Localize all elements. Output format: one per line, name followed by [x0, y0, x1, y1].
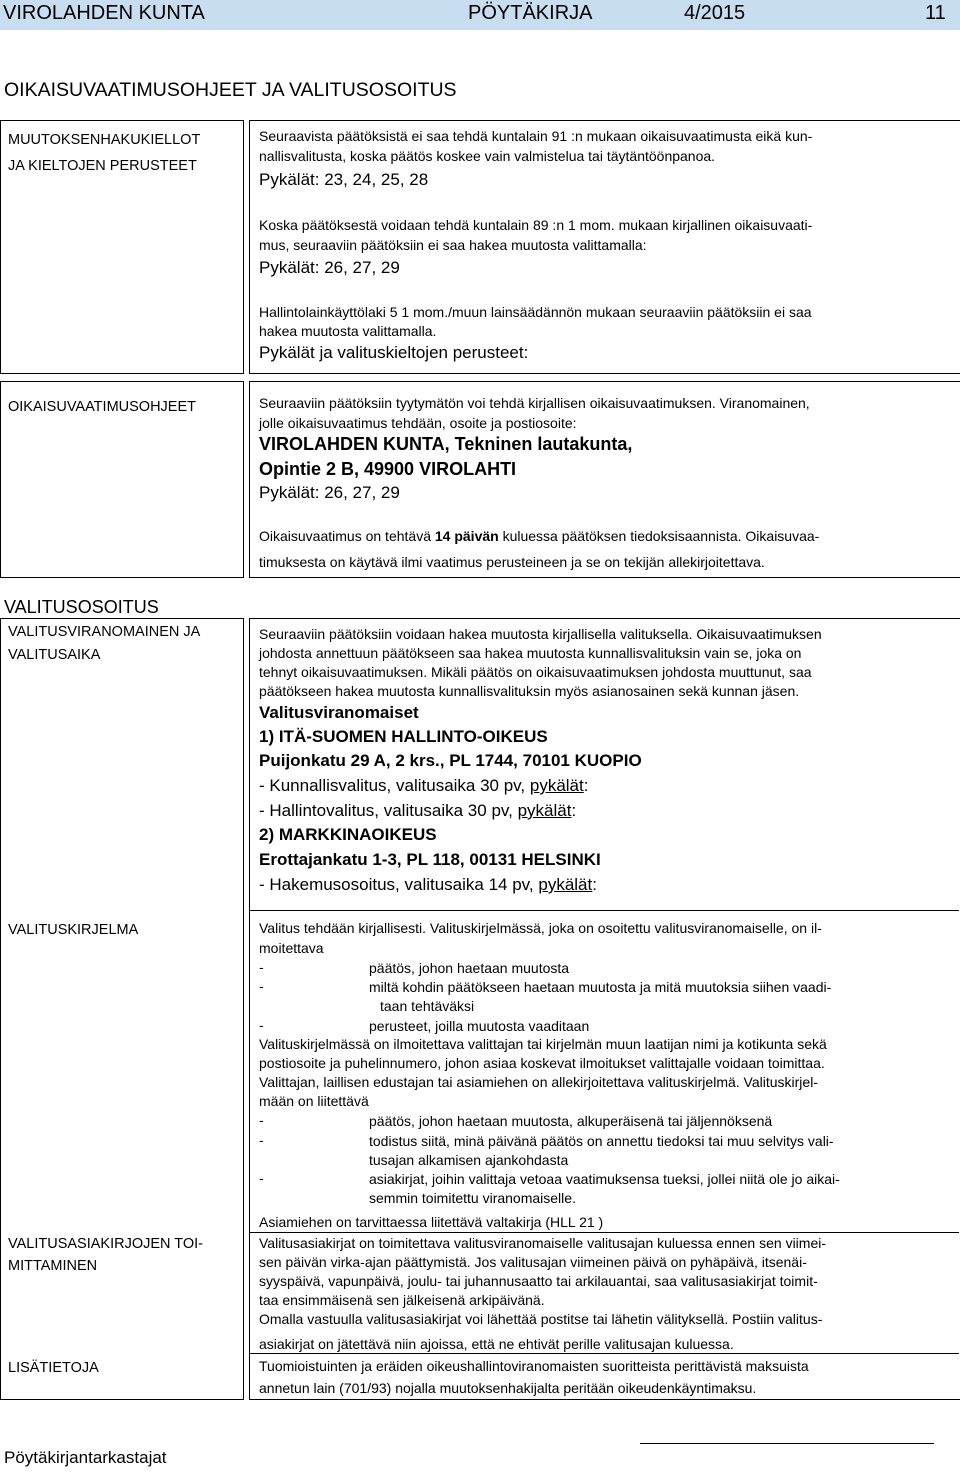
valitus-line: - Hallintovalitus, valitusaika 30 pv, pykälät:	[259, 801, 577, 820]
valitus-line: - Hakemusosoitus, valitusaika 14 pv, pykälät:	[259, 875, 597, 894]
list-dash: -	[259, 1112, 264, 1128]
paragraph-line: mään on liitettävä	[259, 1093, 369, 1109]
bold-line: Valitusviranomaiset	[259, 703, 419, 722]
paragraph-line: Seuraavista päätöksistä ei saa tehdä kuntalain 91 :n mukaan oikaisuvaatimusta eikä kun-	[259, 128, 813, 144]
page-title: OIKAISUVAATIMUSOHJEET JA VALITUSOSOITUS	[4, 79, 457, 101]
list-item: perusteet, joilla muutosta vaaditaan	[369, 1018, 590, 1034]
pykalat-line: Pykälät: 26, 27, 29	[259, 483, 400, 502]
divider	[249, 910, 959, 911]
org-name: VIROLAHDEN KUNTA	[3, 2, 205, 24]
pykalat-line: Pykälät: 26, 27, 29	[259, 258, 400, 277]
paragraph-line: tehnyt oikaisuvaatimuksen. Mikäli päätös on oikaisuvaatimuksen johdosta muuttunut, saa	[259, 664, 812, 680]
paragraph-line: johdosta annettuun päätökseen saa hakea muutosta kunnallisvalituksin vain se, joka on	[259, 645, 802, 661]
paragraph-line: timuksesta on käytävä ilmi vaatimus perusteineen ja se on tekijän allekirjoitettava.	[259, 554, 765, 570]
pykalat-line: Pykälät ja valituskieltojen perusteet:	[259, 343, 529, 362]
paragraph-line: päätökseen hakea muutosta kunnallisvalituksin myös asianosainen sekä kunnan jäsen.	[259, 683, 800, 699]
paragraph-line: annetun lain (701/93) nojalla muutoksenhakijalta peritään oikeudenkäyntimaksu.	[259, 1380, 757, 1396]
paragraph-line: Valittajan, laillisen edustajan tai asiamiehen on allekirjoitettava valituskirjelmä. Valituskirjel-	[259, 1074, 818, 1090]
section-label: VALITUSASIAKIRJOJEN TOI-	[8, 1236, 203, 1252]
paragraph-line: taa ensimmäisenä sen jälkeisenä arkipäivänä.	[259, 1292, 545, 1308]
section-label: MITTAMINEN	[8, 1258, 98, 1274]
paragraph-line: Valituskirjelmässä on ilmoitettava valittajan tai kirjelmän muun laatijan nimi ja kotikunta sekä	[259, 1036, 827, 1052]
list-item: miltä kohdin päätökseen haetaan muutosta ja mitä muutoksia siihen vaadi-	[369, 979, 832, 995]
doc-number: 4/2015	[684, 2, 746, 24]
paragraph-line: Omalla vastuulla valitusasiakirjat voi lähettää postitse tai lähetin välityksellä. Postiin valitus-	[259, 1311, 823, 1327]
bold-line: Puijonkatu 29 A, 2 krs., PL 1744, 70101 KUOPIO	[259, 751, 642, 770]
paragraph-line: Oikaisuvaatimus on tehtävä 14 päivän kuluessa päätöksen tiedoksisaannista. Oikaisuvaa-	[259, 528, 820, 544]
page-number: 11	[925, 2, 946, 24]
paragraph-line: Hallintolainkäyttölaki 5 1 mom./muun lainsäädännön mukaan seuraaviin päätöksiin ei saa	[259, 304, 812, 320]
paragraph-line: mus, seuraaviin päätöksiin ei saa hakea muutosta valittamalla:	[259, 237, 647, 253]
list-dash: -	[259, 959, 264, 975]
list-dash: -	[259, 1017, 264, 1033]
section-label: VALITUSAIKA	[8, 647, 101, 663]
bold-line: 1) ITÄ-SUOMEN HALLINTO-OIKEUS	[259, 727, 548, 746]
address-line: Opintie 2 B, 49900 VIROLAHTI	[259, 459, 517, 479]
list-item: tusajan alkamisen ajankohdasta	[369, 1152, 569, 1168]
doc-type: PÖYTÄKIRJA	[468, 2, 593, 24]
paragraph-line: jolle oikaisuvaatimus tehdään, osoite ja postiosoite:	[259, 415, 577, 431]
paragraph-line: moitettava	[259, 940, 324, 956]
divider	[249, 1353, 959, 1354]
list-dash: -	[259, 1170, 264, 1186]
paragraph-line: Seuraaviin päätöksiin tyytymätön voi tehdä kirjallisen oikaisuvaatimuksen. Viranomainen,	[259, 395, 810, 411]
paragraph-line: sen päivän virka-ajan päättymistä. Jos valitusajan viimeinen päivä on pyhäpäivä, itsenäi-	[259, 1254, 807, 1270]
valitus-line: - Kunnallisvalitus, valitusaika 30 pv, pykälät:	[259, 776, 589, 795]
paragraph-line: Asiamiehen on tarvittaessa liitettävä valtakirja (HLL 21 )	[259, 1214, 604, 1230]
address-line: VIROLAHDEN KUNTA, Tekninen lautakunta,	[259, 434, 633, 454]
pykalat-line: Pykälät: 23, 24, 25, 28	[259, 170, 429, 189]
section-label: VALITUSVIRANOMAINEN JA	[8, 624, 201, 640]
list-item: päätös, johon haetaan muutosta	[369, 960, 570, 976]
list-item: taan tehtäväksi	[380, 998, 475, 1014]
section-label: VALITUSKIRJELMA	[8, 922, 139, 938]
paragraph-line: Valitus tehdään kirjallisesti. Valituskirjelmässä, joka on osoitettu valitusviranomaiselle, on il-	[259, 920, 822, 936]
section-label: OIKAISUVAATIMUSOHJEET	[8, 399, 196, 415]
bold-line: Erottajankatu 1-3, PL 118, 00131 HELSINKI	[259, 850, 601, 869]
paragraph-line: Tuomioistuinten ja eräiden oikeushallintoviranomaisten suoritteista perittävistä maksuista	[259, 1358, 809, 1374]
list-item: päätös, johon haetaan muutosta, alkuperäisenä tai jäljennöksenä	[369, 1113, 773, 1129]
list-item: asiakirjat, joihin valittaja vetoaa vaatimuksensa tueksi, jollei niitä ole jo aikai-	[369, 1171, 840, 1187]
section-label: JA KIELTOJEN PERUSTEET	[8, 158, 197, 174]
bold-line: 2) MARKKINAOIKEUS	[259, 825, 437, 844]
list-item: semmin toimitettu viranomaiselle.	[369, 1190, 576, 1206]
paragraph-line: Valitusasiakirjat on toimitettava valitusviranomaiselle valitusajan kuluessa ennen sen viimei-	[259, 1235, 827, 1251]
signature-line	[640, 1443, 934, 1444]
list-dash: -	[259, 1132, 264, 1148]
paragraph-line: Seuraaviin päätöksiin voidaan hakea muutosta kirjallisella valituksella. Oikaisuvaatimuksen	[259, 626, 822, 642]
section-valitusosoitus-label-box	[0, 618, 244, 1400]
paragraph-line: nallisvalitusta, koska päätös koskee vain valmistelua tai täytäntöönpanoa.	[259, 148, 716, 164]
section-label: MUUTOKSENHAKUKIELLOT	[8, 132, 201, 148]
paragraph-line: hakea muutosta valittamalla.	[259, 323, 437, 339]
footer-label: Pöytäkirjantarkastajat	[4, 1448, 167, 1467]
section-heading: VALITUSOSOITUS	[4, 597, 159, 617]
section-label: LISÄTIETOJA	[8, 1360, 99, 1376]
list-item: todistus siitä, minä päivänä päätös on annettu tiedoksi tai muu selvitys vali-	[369, 1133, 834, 1149]
paragraph-line: postiosoite ja puhelinnumero, johon asiaa koskevat ilmoitukset valittajalle voidaan toimittaa.	[259, 1055, 825, 1071]
list-dash: -	[259, 978, 264, 994]
paragraph-line: syyspäivä, vapunpäivä, joulu- tai juhannusaatto tai arkilauantai, saa valitusasiakirjat toimit-	[259, 1273, 818, 1289]
paragraph-line: Koska päätöksestä voidaan tehdä kuntalain 89 :n 1 mom. mukaan kirjallinen oikaisuvaati-	[259, 217, 813, 233]
paragraph-line: asiakirjat on jätettävä niin ajoissa, että ne ehtivät perille valitusajan kuluessa.	[259, 1336, 734, 1352]
